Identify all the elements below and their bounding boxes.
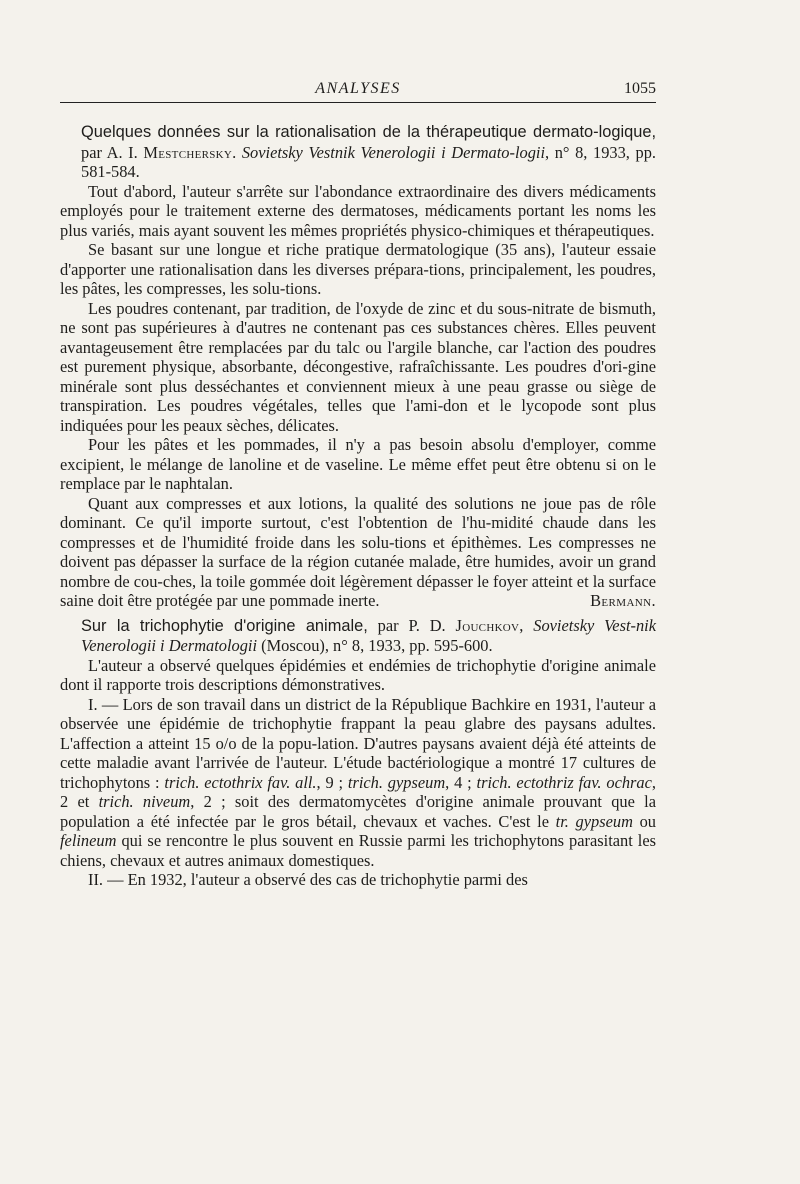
page-number: 1055 — [624, 80, 656, 97]
review-1-signature: Bermann. — [590, 591, 656, 610]
species-4: trich. niveum — [98, 792, 191, 811]
species-1: trich. ectothrix fav. all. — [164, 772, 317, 792]
review-2-paragraph-3: II. — En 1932, l'auteur a observé des cas de trichophytie parmi des — [88, 870, 528, 889]
running-head: ANALYSES — [315, 80, 401, 97]
review-1-author: Mestchersky — [143, 142, 233, 162]
count-3: , 2 et — [60, 772, 656, 811]
review-1-title: Quelques données sur la rationalisation de la thérapeutique dermato-logique, — [81, 123, 656, 141]
review-2-author: Jouchkov — [455, 615, 520, 635]
species-2: trich. gypseum — [347, 772, 446, 792]
page-header — [60, 72, 656, 103]
review-2-heading: Sur la trichophytie d'origine animale, par P. D. Jouchkov, Sovietsky Vest-nik Venerologii i Dermatologii (Moscou), n° 8, 1933, pp. 595-600. — [81, 615, 656, 655]
review-1-paragraph-2: Se basant sur une longue et riche pratique dermatologique (35 ans), l'auteur essaie d'apporter une rationalisation dans les diverses prépara-tions, principalement, les poudres, les pâtes, les compresses, les solu-tions. — [60, 240, 656, 298]
review-1-paragraph-4: Pour les pâtes et les pommades, il n'y a pas besoin absolu d'employer, comme excipient, le mélange de lanoline et de vaseline. Le même effet peut être obtenu si on le remplace par le naphtalan. — [60, 435, 656, 493]
count-2: , 4 ; — [445, 772, 477, 792]
page-content — [60, 122, 656, 890]
review-2-p2-text-c: qui se rencontre le plus souvent en Russie parmi les trichophytons parasitant les chiens, chevaux et autres animaux domestiques. — [60, 831, 656, 870]
species-5: tr. gypseum — [555, 811, 633, 831]
review-1-heading: Quelques données sur la rationalisation de la thérapeutique dermato-logique, par A. I. Mestchersky. Sovietsky Vestnik Venerologii i Dermato-logii, n° 8, 1933, pp. 581-584. — [81, 123, 656, 181]
review-2-p2-text-b: , 2 ; soit des dermatomycètes d'origine animale prouvant que la population a été infectée par le gros bétail, chevaux et vaches. C'est le — [60, 792, 656, 831]
review-1-by: par A. I. — [81, 142, 144, 162]
review-2-p2-text-a: I. — Lors de son travail dans un district de la République Bachkire en 1931, l'auteur a observée une épidémie de trichophytie frappant la peau glabre des paysans adultes. L'affection a atteint 15 o/o de la popu-lation. D'autres paysans avaient déjà été atteints de cette maladie avant l'arrivée de l'auteur. L'étude bactériologique a montré 17 cultures de trichophytons : — [60, 694, 656, 792]
species-3: trich. ectothriz fav. ochrac — [476, 772, 652, 792]
review-2-title: Sur la trichophytie d'origine animale, — [81, 616, 368, 635]
species-6: felineum — [60, 831, 117, 850]
review-1-paragraph-1: Tout d'abord, l'auteur s'arrête sur l'abondance extraordinaire des divers médicaments employés pour le traitement externe des dermatoses, médicaments portant les noms les plus variés, mais ayant souvent les mêmes propriétés physico-chimiques et thérapeutiques. — [60, 181, 656, 240]
review-2-ref: (Moscou), n° 8, 1933, pp. 595-600. — [257, 636, 493, 655]
review-1-ref: , n° 8, 1933, pp. 581-584. — [81, 142, 656, 181]
conjunction: ou — [632, 811, 656, 831]
review-2-by: par P. D. — [367, 615, 456, 635]
review-1-paragraph-3: Les poudres contenant, par tradition, de l'oxyde de zinc et du sous-nitrate de bismuth, ne sont pas supérieures à d'autres ne contenant pas ces substances chères. Elles peuvent avantageusement être remplacées par du talc ou l'argile blanche, car l'action des poudres est purement physique, absorbante, décongestive, rafraîchissante. Les poudres d'ori-gine minérale sont plus desséchantes et conviennent mieux à une peau grasse ou siège de transpiration. Les poudres végétales, telles que l'ami-don et le lycopode sont plus indiquées pour les peaux sèches, délicates. — [60, 298, 656, 435]
review-1-paragraph-5 — [60, 494, 656, 611]
count-1: , 9 ; — [316, 772, 348, 792]
review-2-journal: Sovietsky Vest-nik Venerologii i Dermatologii — [81, 615, 656, 655]
review-2-paragraph-1: L'auteur a observé quelques épidémies et endémies de trichophytie d'origine animale dont il rapporte trois descriptions démonstratives. — [60, 655, 656, 694]
review-1-journal: Sovietsky Vestnik Venerologii i Dermato-logii — [241, 142, 546, 162]
review-2-paragraph-2 — [60, 695, 656, 871]
review-1-paragraph-5-text: Quant aux compresses et aux lotions, la qualité des solutions ne joue pas de rôle dominant. Ce qu'il importe surtout, c'est l'obtention de l'hu-midité chaude dans les compresses et de l'humidité froide dans les solu-tions et épithèmes. Les compresses ne doivent pas dépasser la surface de la région cutanée malade, être humides, avoir un grand nombre de cou-ches, la toile gommée doit légèrement dépasser le foyer atteint et la surface saine doit être protégée par une pommade inerte. — [60, 493, 656, 610]
